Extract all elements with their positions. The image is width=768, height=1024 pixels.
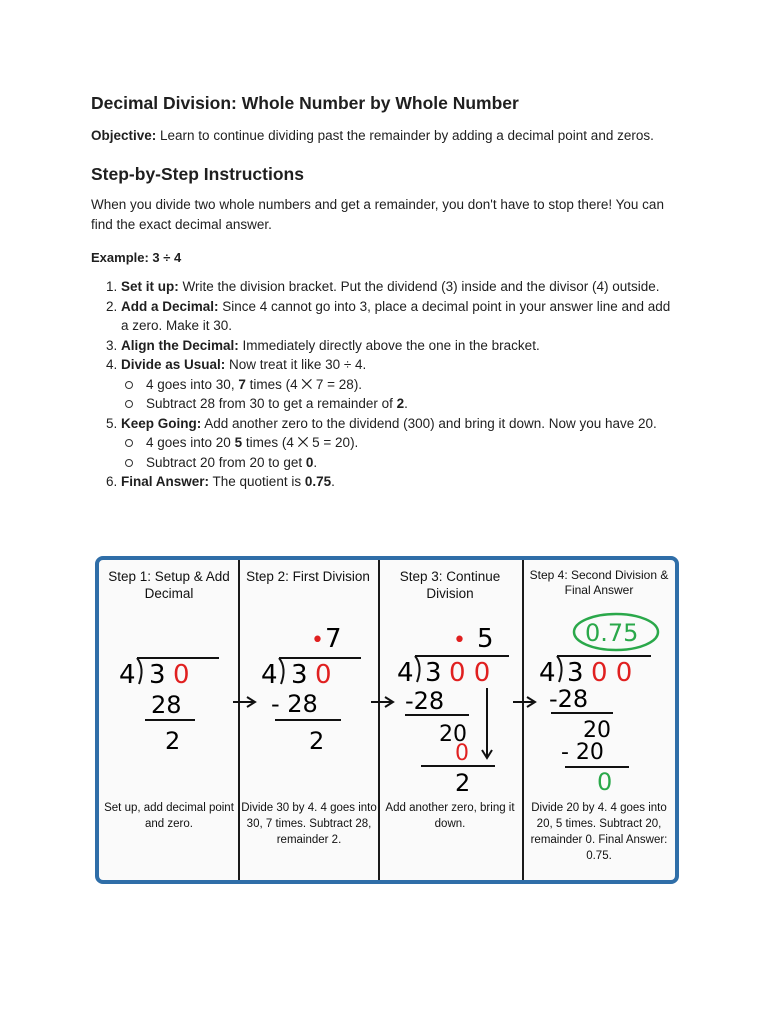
added-zero: 0	[173, 660, 190, 690]
list-item	[121, 277, 681, 297]
step-bold: 0.75	[304, 474, 332, 489]
added-zeros: 0 0	[591, 658, 633, 688]
subtrahend-2: - 20	[561, 740, 604, 765]
step3-caption: Add another zero, bring it down.	[385, 802, 515, 830]
step2-division	[261, 624, 361, 755]
sub-text: 4 goes into 20	[146, 435, 235, 450]
step-bold: Add a Decimal:	[121, 298, 219, 314]
sub-text: 4 goes into 30,	[146, 376, 239, 392]
division-bracket	[279, 658, 284, 684]
sub-list-item	[121, 375, 681, 395]
sub-text: .	[404, 396, 408, 411]
step-bold: Set it up:	[121, 279, 179, 294]
sub-text: .	[313, 454, 318, 470]
step-text: .	[331, 474, 335, 489]
list-item	[121, 336, 681, 356]
objective-text: Learn to continue dividing past the remainder by adding a decimal point and zeros.	[156, 128, 654, 143]
step1-title: Step 1: Setup & Add Decimal	[108, 569, 230, 601]
division-bracket	[557, 656, 562, 682]
arrow-icon	[233, 697, 255, 707]
remainder: 2	[165, 727, 181, 755]
sub-list-item	[121, 433, 681, 453]
partial-dividend: 20	[583, 718, 611, 743]
step-bold: Final Answer:	[121, 474, 210, 489]
step2-title: Step 2: First Division	[246, 569, 370, 584]
list-item	[121, 472, 681, 492]
decimal-point: •	[453, 628, 466, 653]
step4-division	[539, 614, 658, 796]
step-text: The quotient is	[209, 474, 305, 489]
list-item	[121, 414, 681, 473]
sub-bold: 2	[396, 396, 405, 411]
step-bold: Divide as Usual:	[121, 357, 226, 372]
remainder: 2	[455, 769, 471, 797]
step-text: Write the division bracket. Put the dividend (3) inside and the divisor (4) outside.	[178, 279, 660, 294]
intro-paragraph: When you divide two whole numbers and get a remainder, you don't have to stop there! You can find the exact decimal answer.	[91, 197, 664, 232]
objective-label: Objective:	[91, 128, 157, 143]
step4-caption: Divide 20 by 4. 4 goes into 20, 5 times. Subtract 20, remainder 0. Final Answer: 0.75.	[530, 802, 668, 862]
objective	[91, 126, 681, 146]
dividend: 3	[425, 658, 442, 688]
list-item	[121, 297, 681, 336]
step-text: Immediately directly above the one in the bracket.	[238, 337, 540, 353]
sub-bold: 0	[305, 454, 314, 470]
dividend: 3	[567, 658, 584, 688]
partial-dividend: 20	[439, 722, 467, 747]
step-text: Since 4 cannot go into 3, place a decimal point in your answer line and add a zero. Make it 30.	[121, 298, 671, 333]
subtrahend: -28	[405, 687, 445, 715]
document-body	[91, 92, 681, 492]
division-bracket	[415, 656, 420, 682]
sub-bold: 5	[234, 435, 243, 450]
division-bracket	[137, 658, 142, 684]
steps-list	[91, 277, 681, 492]
remainder: 0	[597, 768, 613, 796]
decimal-point: •	[311, 628, 324, 653]
final-answer: 0.75	[585, 619, 639, 647]
sub-list-item	[121, 453, 681, 473]
divisor: 4	[539, 658, 556, 688]
brought-down-zero: 0	[455, 741, 469, 766]
sub-text: times (4 ⨉ 5 = 20).	[242, 435, 359, 450]
sub-text: times (4 ⨉ 7 = 28).	[245, 376, 363, 392]
added-zero: 0	[315, 660, 332, 690]
page-title: Decimal Division: Whole Number by Whole Number	[91, 93, 519, 113]
divisor: 4	[261, 660, 278, 690]
step3-division	[397, 624, 509, 797]
sub-text: Subtract 28 from 30 to get a remainder of	[146, 396, 397, 411]
quotient: 5	[477, 624, 494, 654]
arrow-icon	[513, 697, 535, 707]
arrow-icon	[371, 697, 393, 707]
step-text: Now treat it like 30 ÷ 4.	[225, 357, 367, 372]
step-bold: Align the Decimal:	[121, 337, 239, 353]
section-heading: Step-by-Step Instructions	[91, 164, 304, 184]
divisor: 4	[397, 658, 414, 688]
dividend: 3	[291, 660, 308, 690]
step1-caption: Set up, add decimal point and zero.	[104, 802, 234, 830]
sub-list-item	[121, 394, 681, 414]
divisor: 4	[119, 660, 136, 690]
sub-list	[121, 375, 681, 414]
subtrahend: -28	[549, 685, 589, 713]
step4-title: Step 4: Second Division & Final Answer	[529, 568, 669, 597]
step3-title: Step 3: Continue Division	[399, 569, 501, 601]
example-label: Example: 3 ÷ 4	[91, 250, 182, 265]
quotient: 7	[325, 624, 342, 654]
sub-bold: 7	[238, 376, 246, 392]
sub-text: Subtract 20 from 20 to get	[146, 454, 306, 470]
step2-caption: Divide 30 by 4. 4 goes into 30, 7 times. Subtract 28, remainder 2.	[241, 802, 377, 846]
list-item	[121, 355, 681, 414]
step1-division	[119, 658, 219, 755]
subtrahend: 28	[151, 691, 182, 719]
step-text: Add another zero to the dividend (300) and bring it down. Now you have 20.	[201, 415, 657, 431]
sub-list	[121, 433, 681, 472]
dividend: 3	[149, 660, 166, 690]
subtrahend: - 28	[271, 690, 318, 718]
remainder: 2	[309, 727, 325, 755]
step-bold: Keep Going:	[121, 415, 202, 431]
long-division-figure	[95, 556, 679, 884]
added-zeros: 0 0	[449, 658, 491, 688]
